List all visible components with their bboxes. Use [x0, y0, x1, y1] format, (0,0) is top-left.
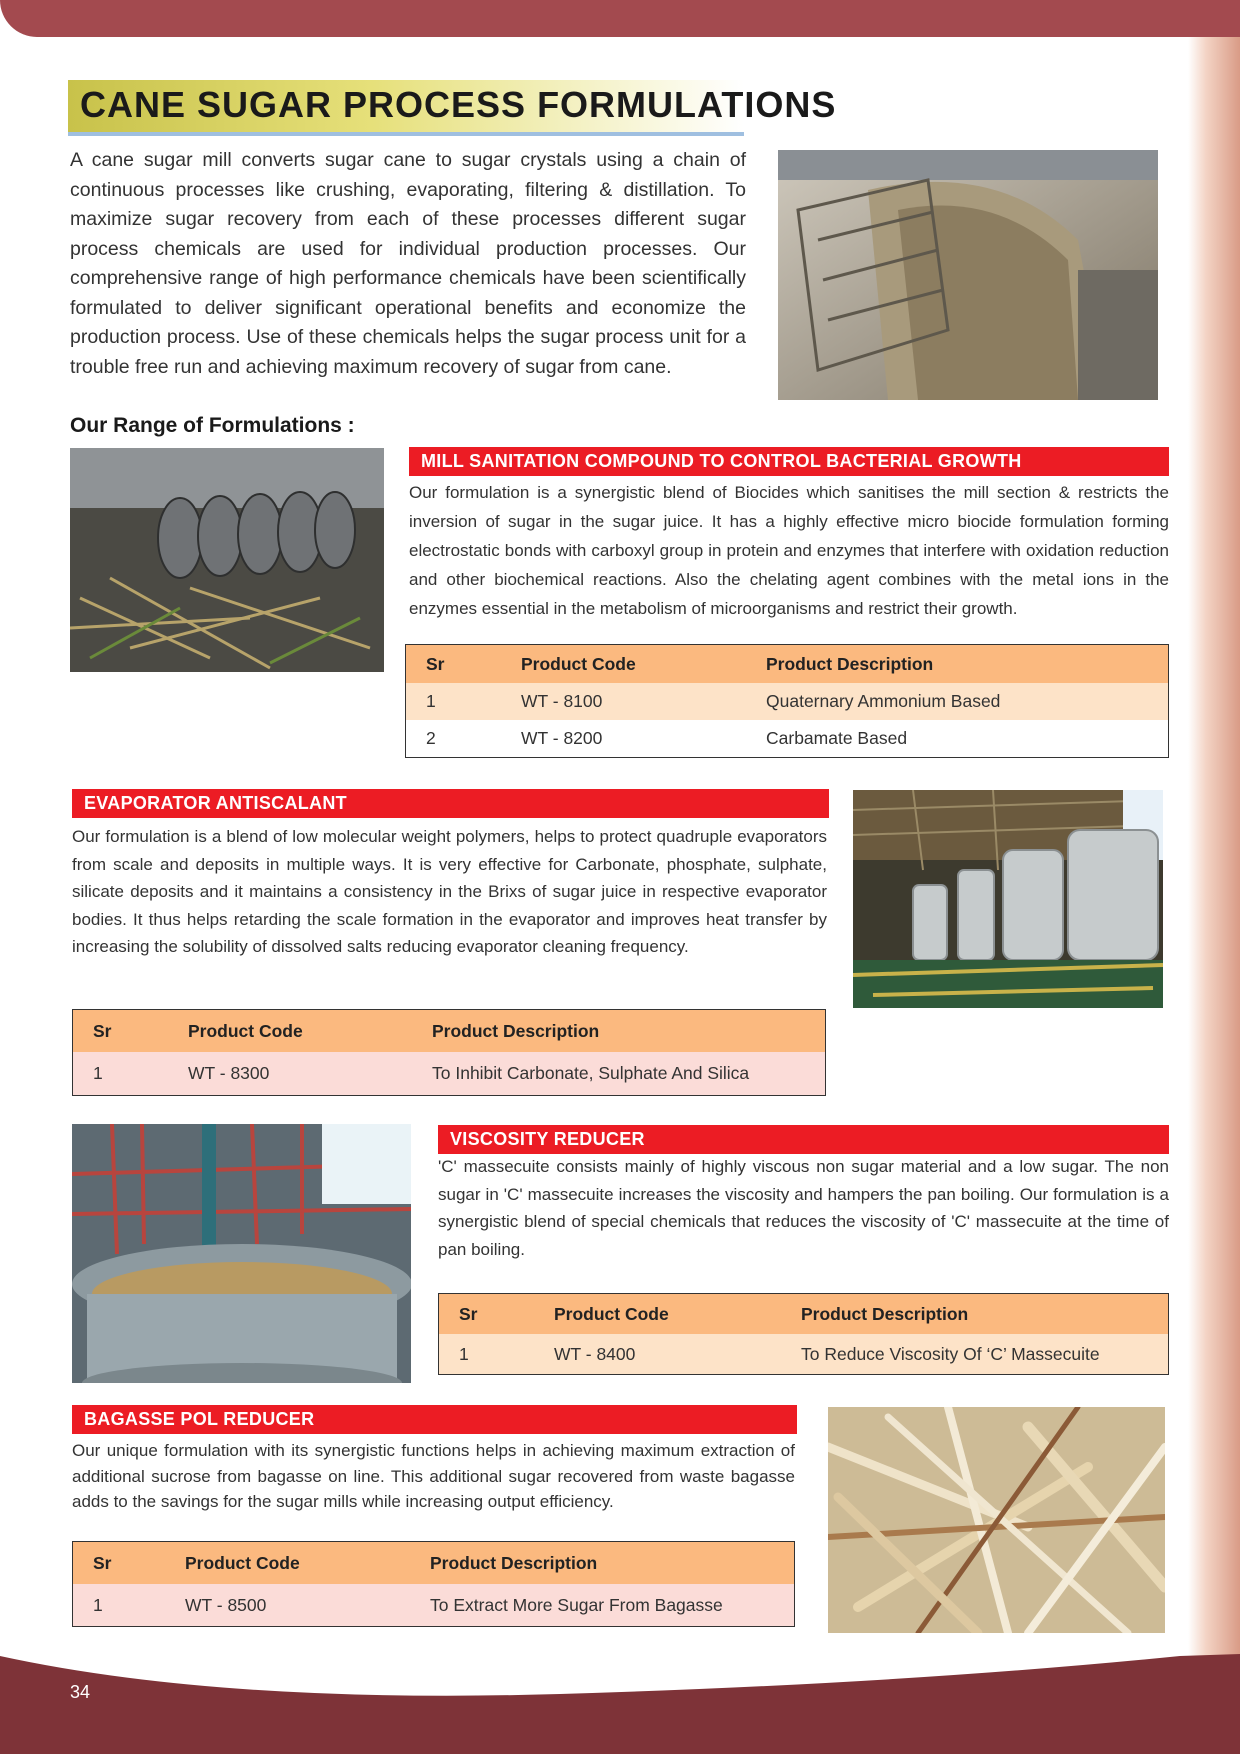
- cell-desc: Quaternary Ammonium Based: [746, 683, 1169, 720]
- cell-sr: 1: [73, 1052, 169, 1096]
- section-heading-evaporator-antiscalant: EVAPORATOR ANTISCALANT: [72, 789, 829, 818]
- cane-conveyor-photo: [778, 150, 1158, 400]
- cell-code: WT - 8100: [501, 683, 746, 720]
- table-header-row: [73, 1010, 826, 1053]
- massecuite-tank-photo: [72, 1124, 411, 1383]
- bagasse-fibre-photo: [828, 1407, 1165, 1633]
- mill-roller-photo: [70, 448, 384, 672]
- section-heading-viscosity-reducer: VISCOSITY REDUCER: [438, 1125, 1169, 1154]
- cell-desc: To Reduce Viscosity Of ‘C’ Massecuite: [781, 1334, 1169, 1375]
- cell-desc: To Extract More Sugar From Bagasse: [410, 1584, 795, 1627]
- col-header-desc: Product Description: [746, 645, 1169, 684]
- section-text-bagasse-pol-reducer: Our unique formulation with its synergistic functions helps in achieving maximum extraction of additional sucrose from bagasse on line. This additional sugar recovered from waste bagasse adds to the savings for the sugar mills while increasing output efficiency.: [72, 1441, 795, 1511]
- footer-wave: [0, 1650, 1240, 1754]
- cell-code: WT - 8500: [165, 1584, 410, 1627]
- cell-sr: 1: [439, 1334, 535, 1375]
- section-text-viscosity-reducer: 'C' massecuite consists mainly of highly viscous non sugar material and a low sugar. The non sugar in 'C' massecuite increases the viscosity and hampers the pan boiling. Our formulation is a synergistic blend of special chemicals that reduces the viscosity of 'C' massecuite at the time of pan boiling.: [438, 1157, 1169, 1259]
- cell-code: WT - 8400: [534, 1334, 781, 1375]
- table-row: [406, 683, 1169, 720]
- table-row: [406, 720, 1169, 758]
- table-row: [439, 1334, 1169, 1375]
- col-header-code: Product Code: [534, 1294, 781, 1335]
- product-table-bagasse-pol-reducer: [72, 1541, 795, 1627]
- product-table-viscosity-reducer: [438, 1293, 1169, 1375]
- col-header-desc: Product Description: [781, 1294, 1169, 1335]
- cell-sr: 2: [406, 720, 502, 758]
- header-bar: [0, 0, 1240, 37]
- range-heading: Our Range of Formulations :: [70, 414, 355, 437]
- cell-sr: 1: [73, 1584, 166, 1627]
- col-header-sr: Sr: [439, 1294, 535, 1335]
- page-title: CANE SUGAR PROCESS FORMULATIONS: [80, 84, 837, 125]
- col-header-sr: Sr: [406, 645, 502, 684]
- page-number: 34: [70, 1682, 91, 1702]
- section-text-evaporator-antiscalant: Our formulation is a blend of low molecular weight polymers, helps to protect quadruple evaporators from scale and deposits in multiple ways. It is very effective for Carbonate, phosphate, sulphate, silicate deposits and it maintains a consistency in the Brixs of sugar juice in respective evaporator bodies. It thus helps retarding the scale formation in the evaporator and improves heat transfer by increasing the solubility of dissolved salts reducing evaporator cleaning frequency.: [72, 827, 827, 956]
- section-heading-mill-sanitation: MILL SANITATION COMPOUND TO CONTROL BACTERIAL GROWTH: [409, 447, 1169, 476]
- table-header-row: [406, 645, 1169, 684]
- table-header-row: [439, 1294, 1169, 1335]
- col-header-desc: Product Description: [412, 1010, 826, 1053]
- section-heading-bagasse-pol-reducer: BAGASSE POL REDUCER: [72, 1405, 797, 1434]
- col-header-desc: Product Description: [410, 1542, 795, 1585]
- cell-code: WT - 8300: [168, 1052, 412, 1096]
- product-table-evaporator-antiscalant: [72, 1009, 826, 1096]
- table-row: [73, 1584, 795, 1627]
- col-header-code: Product Code: [168, 1010, 412, 1053]
- right-edge-gradient: [1188, 37, 1240, 1677]
- cell-code: WT - 8200: [501, 720, 746, 758]
- col-header-sr: Sr: [73, 1542, 166, 1585]
- table-row: [73, 1052, 826, 1096]
- table-header-row: [73, 1542, 795, 1585]
- cell-desc: To Inhibit Carbonate, Sulphate And Silica: [412, 1052, 826, 1096]
- cell-desc: Carbamate Based: [746, 720, 1169, 758]
- evaporator-plant-photo: [853, 790, 1163, 1008]
- col-header-sr: Sr: [73, 1010, 169, 1053]
- product-table-mill-sanitation: [405, 644, 1169, 758]
- col-header-code: Product Code: [165, 1542, 410, 1585]
- cell-sr: 1: [406, 683, 502, 720]
- section-text-mill-sanitation: Our formulation is a synergistic blend of Biocides which sanitises the mill section & restricts the inversion of sugar in the sugar juice. It has a highly effective micro biocide formulation forming electrostatic bonds with carboxyl group in protein and enzymes that interfere with oxidation reduction and other biochemical reactions. Also the chelating agent combines with the metal ions in the enzymes essential in the metabolism of microorganisms and restrict their growth.: [409, 483, 1169, 618]
- col-header-code: Product Code: [501, 645, 746, 684]
- intro-paragraph: A cane sugar mill converts sugar cane to sugar crystals using a chain of continuous processes like crushing, evaporating, filtering & distillation. To maximize sugar recovery from each of these processes different sugar process chemicals are used for individual production processes. Our comprehensive range of high performance chemicals have been scientifically formulated to deliver significant operational benefits and economize the production process. Use of these chemicals helps the sugar process unit for a trouble free run and achieving maximum recovery of sugar from cane.: [70, 149, 746, 378]
